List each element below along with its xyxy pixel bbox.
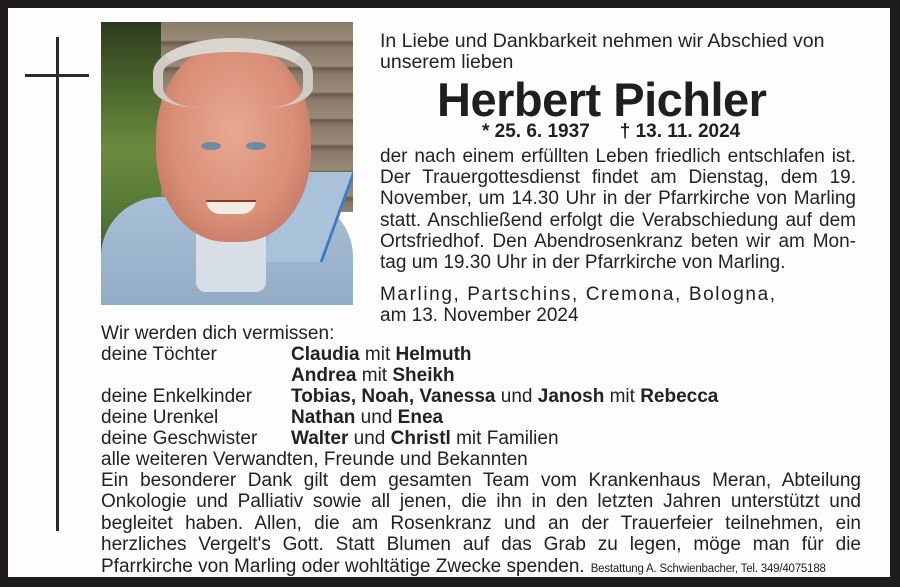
mourner-name: Andrea: [291, 365, 357, 386]
mourner-name: Helmuth: [395, 344, 472, 365]
relation-label: deine Urenkel: [101, 407, 219, 428]
thanks-text: [101, 470, 861, 577]
announcement-line: November, um 14.30 Uhr in der Pfarrkirche von Marling: [380, 188, 856, 210]
thanks-line: Ein besonderer Dank gilt dem gesamten Team vom Krankenhaus Meran, Abteilung: [101, 470, 861, 491]
relation-label: deine Enkelkinder: [101, 386, 253, 407]
mourners-heading: Wir werden dich vermissen:: [101, 323, 335, 344]
cross-icon-bar: [25, 74, 89, 77]
mourner-name: Walter: [291, 428, 349, 449]
announcement-line: tag um 19.30 Uhr in der Pfarrkirche von Marling.: [380, 251, 786, 273]
photo-eye-right: [246, 142, 266, 150]
mourner-name: Rebecca: [640, 386, 719, 407]
relation-label: deine Töchter: [101, 344, 217, 365]
date-line: am 13. November 2024: [380, 305, 579, 326]
relation-names: [291, 365, 455, 386]
relation-names: [291, 407, 443, 428]
connector-text: und: [495, 386, 538, 407]
connector-text: mit: [359, 344, 396, 365]
relation-names: [291, 386, 718, 407]
death-date: † 13. 11. 2024: [619, 121, 741, 142]
relation-names: [291, 428, 559, 449]
mourner-name: Tobias, Noah, Vanessa: [291, 386, 496, 407]
mourner-name: Enea: [397, 407, 444, 428]
mourner-name: Sheikh: [392, 365, 455, 386]
announcement-line: Ortsfriedhof. Den Abendrosenkranz beten wir am Mon-: [380, 230, 856, 252]
connector-text: mit: [604, 386, 641, 407]
places-line: Marling, Partschins, Cremona, Bologna,: [380, 284, 777, 305]
mourner-name: Christl: [390, 428, 451, 449]
thanks-line: [101, 556, 861, 577]
announcement-line: statt. Anschließend erfolgt die Verabschiedung auf dem: [380, 209, 856, 231]
mourner-name: Janosh: [537, 386, 605, 407]
photo-hair: [153, 38, 313, 108]
deceased-name: Herbert Pichler: [437, 73, 767, 126]
connector-text: mit: [356, 365, 393, 386]
birth-date: * 25. 6. 1937: [482, 121, 590, 142]
announcement-text: [380, 146, 856, 273]
undertaker-credit: Bestattung A. Schwienbacher, Tel. 349/4075188: [590, 562, 826, 575]
intro-line-2: unserem lieben: [380, 51, 514, 73]
photo-eye-left: [201, 142, 221, 150]
relation-label: deine Geschwister: [101, 428, 258, 449]
connector-text: und: [348, 428, 391, 449]
photo-smile: [206, 200, 256, 214]
announcement-line: Der Trauergottesdienst findet am Dienstag, dem 19.: [380, 167, 856, 189]
connector-text: mit Familien: [450, 428, 559, 449]
mourners-closing: alle weiteren Verwandten, Freunde und Bekannten: [101, 449, 528, 470]
thanks-line: begleitet haben. Allen, die am Rosenkranz und an der Trauerfeier teilnehmen, ein: [101, 512, 861, 534]
thanks-final-text: Pfarrkirche von Marling oder wohltätige Zwecke spenden.: [101, 555, 585, 577]
thanks-line: herzliches Vergelt's Gott. Statt Blumen auf das Grab zu legen, möge man für die: [101, 534, 861, 556]
relation-names: [291, 344, 472, 365]
cross-icon: [56, 37, 59, 531]
connector-text: und: [355, 407, 398, 428]
thanks-line: Onkologie und Palliativ sowie all jenen, die ihn in den letzten Jahren unterstützt und: [101, 491, 861, 513]
intro-line-1: In Liebe und Dankbarkeit nehmen wir Abschied von: [380, 30, 825, 52]
announcement-line: der nach einem erfüllten Leben friedlich entschlafen ist.: [380, 146, 856, 167]
mourner-name: Nathan: [291, 407, 356, 428]
portrait-photo: [101, 22, 353, 305]
mourner-name: Claudia: [291, 344, 360, 365]
life-dates: [482, 121, 740, 143]
obituary-notice: [8, 8, 890, 577]
